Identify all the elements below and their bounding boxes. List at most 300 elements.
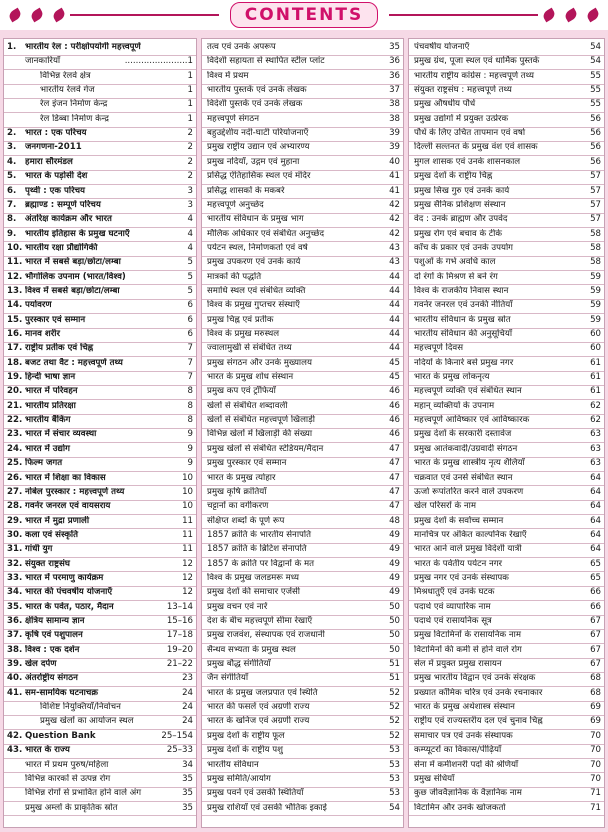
entry-title: प्रख्यात कॉमिक चरित्र एवं उनके रचनाकार <box>414 687 543 698</box>
entry-page: 49 <box>389 544 400 555</box>
contents-entry <box>412 530 601 541</box>
contents-entry <box>412 286 601 297</box>
entry-page: 53 <box>389 788 400 799</box>
entry-page: 57 <box>590 214 601 225</box>
entry-page: 24 <box>182 702 193 713</box>
contents-entry <box>412 731 601 742</box>
contents-entry <box>412 71 601 82</box>
entry-page: 64 <box>590 486 601 497</box>
entry-title: भारत के राज्य <box>25 745 70 756</box>
entry-title: पर्यटन स्थल, निर्माणकर्ता एवं वर्ष <box>207 242 308 253</box>
contents-entry <box>18 702 193 713</box>
entry-title: विदेशी पुस्तकें एवं उनके लेखक <box>207 99 303 110</box>
entry-page: 68 <box>590 673 601 684</box>
entry-page: 7 <box>187 343 193 354</box>
entry-title: बजट तथा वैट : महत्त्वपूर्ण तथ्य <box>25 357 123 368</box>
entry-title: विभिन्न रेलवे क्षेत्र <box>40 70 91 81</box>
contents-entry <box>18 716 193 727</box>
contents-entry <box>205 386 400 397</box>
entry-number: 2. <box>7 128 17 139</box>
entry-title: गवर्नर जनरल एवं वायसराय <box>25 501 111 512</box>
contents-entry <box>7 429 193 440</box>
contents-entry <box>412 429 601 440</box>
entry-page: 42 <box>389 199 400 210</box>
entry-page: 37 <box>389 85 400 96</box>
contents-entry <box>205 501 400 512</box>
contents-entry <box>412 659 601 670</box>
contents-entry <box>412 114 601 125</box>
entry-page: 12 <box>182 558 193 569</box>
entry-title: भारत आने वाले प्रमुख विदेशी यात्री <box>414 544 522 555</box>
entry-page: 53 <box>389 759 400 770</box>
entry-title: विश्व के प्रमुख गुप्तचर संस्थाएँ <box>207 300 300 311</box>
entry-number: 34. <box>7 587 23 598</box>
contents-entry <box>412 473 601 484</box>
entry-title: मुगल शासक एवं उनके शासनकाल <box>414 156 521 167</box>
entry-page: 47 <box>389 486 400 497</box>
entry-page: 67 <box>590 630 601 641</box>
entry-page: 3 <box>187 185 193 196</box>
contents-entry <box>205 587 400 598</box>
entry-page: 23 <box>182 673 193 684</box>
entry-page: 64 <box>590 472 601 483</box>
contents-entry <box>412 142 601 153</box>
contents-entry <box>412 702 601 713</box>
entry-page: 62 <box>590 400 601 411</box>
entry-title: अंतर्राष्ट्रीय संगठन <box>25 673 78 684</box>
contents-entry <box>205 128 400 139</box>
entry-title: भारत के खनिज एवं अग्रणी राज्य <box>207 716 310 727</box>
entry-title: काँच के प्रकार एवं उनके उपयोग <box>414 242 514 253</box>
entry-page: 39 <box>389 128 400 139</box>
contents-entry <box>7 157 193 168</box>
entry-page: 70 <box>590 773 601 784</box>
entry-page: 60 <box>590 343 601 354</box>
entry-page: 44 <box>389 285 400 296</box>
contents-entry <box>205 760 400 771</box>
entry-number: 33. <box>7 572 23 583</box>
entry-title: भारत के प्रमुख लोकनृत्य <box>414 372 490 383</box>
entry-page: 7 <box>187 372 193 383</box>
contents-entry <box>7 329 193 340</box>
entry-page: 5 <box>187 271 193 282</box>
entry-page: 8 <box>187 400 193 411</box>
entry-number: 32. <box>7 558 23 569</box>
entry-page: 65 <box>590 558 601 569</box>
entry-number: 15. <box>7 314 23 325</box>
entry-number: 14. <box>7 300 23 311</box>
entry-page: 55 <box>590 85 601 96</box>
entry-page: 2 <box>187 128 193 139</box>
entry-number: 11. <box>7 257 23 268</box>
entry-page: 1 <box>187 99 193 110</box>
entry-title: कृषि एवं पशुपालन <box>25 630 83 641</box>
entry-number: 21. <box>7 400 23 411</box>
contents-entry <box>412 171 601 182</box>
entry-page: 6 <box>187 329 193 339</box>
entry-number: 24. <box>7 443 23 454</box>
entry-title: विभिन्न खेलों में खिलाड़ी की संख्या <box>207 429 313 440</box>
entry-title: प्रमुख नदियाँ, उद्गम एवं मुहाना <box>207 156 300 167</box>
entry-title: पशुओं के गर्भ अवधि काल <box>414 257 496 268</box>
entry-page: 46 <box>389 415 400 426</box>
entry-title: समाधि स्थल एवं संबंधित व्यक्ति <box>207 285 306 296</box>
entry-page: 2 <box>187 171 193 182</box>
entry-page: 17–18 <box>166 630 193 641</box>
entry-title: भारतीय बैंकिंग <box>25 415 71 426</box>
entry-title: प्रमुख कृषि क्रांतियाँ <box>207 486 267 497</box>
entry-title: मात्रकों की पद्धति <box>207 271 262 282</box>
contents-entry <box>205 616 400 627</box>
entry-number: 12. <box>7 271 23 282</box>
entry-title: प्रमुख समिति/आयोग <box>207 773 271 784</box>
entry-title: प्रमुख भारतीय विद्वान एवं उनके संरक्षक <box>414 673 536 684</box>
contents-entry <box>18 114 193 125</box>
contents-entry <box>412 300 601 311</box>
contents-entry <box>205 731 400 742</box>
entry-title: अंतरिक्ष कार्यक्रम और भारत <box>25 214 112 225</box>
entry-title: चट्टानों का वर्गीकरण <box>207 501 269 512</box>
entry-title: खेल परिसरों के नाम <box>414 501 476 512</box>
entry-number <box>7 803 25 814</box>
entry-title: प्रमुख पुरस्कार एवं सम्मान <box>207 458 287 469</box>
entry-title: प्रमुख नगर एवं उनके संस्थापक <box>414 572 509 583</box>
entry-page: 12 <box>182 572 193 583</box>
entry-title: तत्व एवं उनके अपरूप <box>207 42 276 52</box>
contents-entry <box>7 645 193 656</box>
contents-entry <box>7 243 193 254</box>
entry-number: 9. <box>7 228 17 239</box>
entry-page: 10 <box>182 486 193 497</box>
entry-page: 71 <box>590 802 601 813</box>
entry-title: प्रमुख देशों के राष्ट्रीय फूल <box>207 730 285 741</box>
entry-title: ज्वालामुखी से संबंधित तथ्य <box>207 343 292 354</box>
contents-entry <box>412 630 601 641</box>
entry-title: प्रमुख खेलों से संबंधित स्टेडियम/मैदान <box>207 443 324 454</box>
entry-number: 4. <box>7 156 17 167</box>
contents-entry <box>412 673 601 684</box>
contents-entry <box>412 358 601 369</box>
entry-number <box>18 85 36 96</box>
entry-number: 42. <box>7 730 23 741</box>
entry-title: विटामिनों की कमी से होने वाले रोग <box>414 644 522 655</box>
contents-entry <box>412 343 601 354</box>
entry-page: 68 <box>590 687 601 698</box>
entry-page: 43 <box>389 242 400 253</box>
entry-number: 43. <box>7 745 23 756</box>
contents-entry <box>412 501 601 512</box>
entry-title: 1857 क्रांति के भारतीय सेनापति <box>207 529 312 540</box>
contents-entry <box>205 516 400 527</box>
entry-page: 24 <box>182 687 193 698</box>
contents-entry <box>7 516 193 527</box>
entry-page: 67 <box>590 644 601 655</box>
entry-page: .......................1 <box>124 56 193 67</box>
entry-page: 56 <box>590 142 601 153</box>
entry-page: 1 <box>187 70 193 81</box>
entry-title: प्रमुख राशियाँ एवं उसकी भौतिक इकाई <box>207 802 327 813</box>
entry-page: 3 <box>187 199 193 210</box>
entry-page: 5 <box>187 285 193 296</box>
entry-title: मानव शरीर <box>25 329 61 339</box>
entry-page: 5 <box>187 257 193 268</box>
entry-page: 40 <box>389 156 400 167</box>
contents-entry <box>7 659 193 670</box>
entry-title: भारतीय संविधान के प्रमुख स्रोत <box>414 314 511 325</box>
entry-page: 6 <box>187 314 193 325</box>
contents-entry <box>7 343 193 354</box>
contents-entry <box>18 85 193 96</box>
entry-page: 2 <box>187 156 193 167</box>
entry-page: 63 <box>590 429 601 440</box>
entry-title: हमारा सौरमंडल <box>25 156 73 167</box>
entry-title: प्रमुख रोग एवं बचाव के टीके <box>414 228 502 239</box>
entry-title: प्रमुख औषधीय पौधें <box>414 99 476 110</box>
entry-title: भारत में परिवहन <box>25 386 78 397</box>
contents-entry <box>205 157 400 168</box>
entry-page: 15–16 <box>166 616 193 626</box>
contents-entry <box>205 343 400 354</box>
contents-entry <box>7 616 193 627</box>
entry-title: ऊर्जा रूपांतरित करने वाले उपकरण <box>414 486 524 497</box>
entry-page: 53 <box>389 773 400 784</box>
entry-title: भारत के पड़ोसी देश <box>25 171 88 182</box>
right-ornament <box>389 7 604 23</box>
entry-title: भारत में संचार व्यवस्था <box>25 429 97 440</box>
row-divider <box>409 815 604 816</box>
entry-page: 54 <box>590 56 601 67</box>
entry-page: 52 <box>389 716 400 727</box>
entry-page: 47 <box>389 472 400 483</box>
contents-entry <box>412 157 601 168</box>
entry-title: प्रमुख वचन एवं नारें <box>207 601 268 612</box>
contents-entry <box>7 128 193 139</box>
entry-title: हिन्दी भाषा ज्ञान <box>25 372 76 383</box>
entry-title: भारतीय पुस्तकें एवं उनके लेखक <box>207 85 307 96</box>
entry-page: 19–20 <box>166 644 193 655</box>
entry-page: 25–154 <box>161 730 193 741</box>
entry-page: 64 <box>590 501 601 512</box>
entry-title: भारत में परमाणु कार्यक्रम <box>25 572 104 583</box>
entry-page: 4 <box>187 214 193 225</box>
contents-entry <box>18 71 193 82</box>
contents-entry <box>7 200 193 211</box>
contents-entry <box>205 42 400 53</box>
entry-page: 24 <box>182 716 193 727</box>
entry-number: 3. <box>7 142 17 153</box>
entry-page: 44 <box>389 271 400 282</box>
entry-title: पुरस्कार एवं सम्मान <box>25 314 86 325</box>
contents-entry <box>7 142 193 153</box>
entry-page: 53 <box>389 745 400 756</box>
entry-title: भारत में प्रथम पुरुष/महिला <box>25 759 109 770</box>
entry-page: 13–14 <box>166 601 193 612</box>
entry-page: 58 <box>590 257 601 268</box>
entry-title: गांधी युग <box>25 544 53 555</box>
entry-page: 39 <box>389 142 400 153</box>
entry-page: 42 <box>389 228 400 239</box>
entry-page: 59 <box>590 314 601 325</box>
entry-page: 65 <box>590 572 601 583</box>
entry-page: 36 <box>389 56 400 67</box>
contents-entry <box>7 458 193 469</box>
entry-title: ब्रह्माण्ड : सम्पूर्ण परिचय <box>25 199 101 210</box>
contents-entry <box>412 602 601 613</box>
entry-title: प्रमुख कप एवं ट्रॉफियाँ <box>207 386 276 397</box>
entry-page: 57 <box>590 199 601 210</box>
contents-entry <box>7 229 193 240</box>
entry-number: 38. <box>7 644 23 655</box>
entry-page: 51 <box>389 659 400 670</box>
contents-entry <box>7 171 193 182</box>
contents-entry <box>7 745 193 756</box>
contents-entry <box>412 214 601 225</box>
entry-title: राष्ट्रीय एवं राज्यस्तरीय दल एवं चुनाव चिह्न <box>414 716 543 727</box>
entry-page: 58 <box>590 228 601 239</box>
contents-entry <box>205 444 400 455</box>
entry-page: 54 <box>590 42 601 52</box>
contents-entry <box>205 774 400 785</box>
entry-page: 56 <box>590 128 601 139</box>
entry-page: 49 <box>389 587 400 598</box>
entry-title: मानचित्र पर अंकित काल्पनिक रेखाएँ <box>414 529 527 540</box>
contents-entry <box>7 501 193 512</box>
left-ornament <box>4 7 219 23</box>
contents-entry <box>412 516 601 527</box>
entry-page: 69 <box>590 716 601 727</box>
entry-number: 26. <box>7 472 23 483</box>
contents-entry <box>7 544 193 555</box>
entry-page: 52 <box>389 730 400 741</box>
entry-title: प्रमुख आतंकवादी/उग्रवादी संगठन <box>414 443 518 454</box>
contents-entry <box>18 99 193 110</box>
contents-entry <box>205 702 400 713</box>
contents-entry <box>412 645 601 656</box>
entry-page: 9 <box>187 443 193 454</box>
contents-entry <box>7 760 193 771</box>
entry-page: 11 <box>182 515 193 526</box>
entry-title: प्रमुख विटामिनों के रासायनिक नाम <box>414 630 521 641</box>
contents-entry <box>7 42 193 53</box>
entry-number: 6. <box>7 185 17 196</box>
entry-title: प्रमुख सैनिक प्रशिक्षण संस्थान <box>414 199 506 210</box>
entry-page: 59 <box>590 285 601 296</box>
contents-entry <box>7 774 193 785</box>
contents-entry <box>412 616 601 627</box>
entry-title: 1857 के क्रांति पर विद्वानों के मत <box>207 558 315 569</box>
contents-entry <box>205 716 400 727</box>
entry-title: प्रमुख देशों की समाचार एजेंसी <box>207 587 300 598</box>
entry-page: 11 <box>182 529 193 540</box>
entry-page: 12 <box>182 587 193 598</box>
contents-entry <box>7 286 193 297</box>
entry-title: खेलों से संबंधित शब्दावली <box>207 400 288 411</box>
entry-title: भारत के प्रमुख शोध संस्थान <box>207 372 294 383</box>
contents-entry <box>412 99 601 110</box>
entry-page: 66 <box>590 587 601 598</box>
entry-page: 44 <box>389 329 400 339</box>
entry-title: विश्व : एक दर्शन <box>25 644 80 655</box>
entry-title: भारत के प्रमुख अर्थशास्त्र संस्थान <box>414 702 515 713</box>
entry-title: महान् व्यक्तियों के उपनाम <box>414 400 495 411</box>
entry-title: क्षेत्रिय सामान्य ज्ञान <box>25 616 85 626</box>
entry-page: 55 <box>590 99 601 110</box>
entry-title: चक्रवात एवं उनसे संबंधित स्थान <box>414 472 513 483</box>
contents-entry <box>412 745 601 756</box>
entry-title: भौगोलिक उपनाम (भारत/विश्व) <box>25 271 126 282</box>
contents-entry <box>7 214 193 225</box>
entry-number: 29. <box>7 515 23 526</box>
entry-title: विशिष्ट नियुक्तियाँ/निर्वाचन <box>40 702 121 713</box>
entry-number: 23. <box>7 429 23 440</box>
entry-title: पृथ्वी : एक परिचय <box>25 185 86 196</box>
entry-title: समाचार पत्र एवं उनके संस्थापक <box>414 730 513 741</box>
entry-title: भारतीय रक्षा प्रौद्योगिकी <box>25 242 98 253</box>
entry-page: 35 <box>389 42 400 52</box>
entry-page: 50 <box>389 644 400 655</box>
entry-title: महत्त्वपूर्ण अनुच्छेद <box>207 199 264 210</box>
contents-entry <box>205 200 400 211</box>
entry-number: 17. <box>7 343 23 354</box>
entry-page <box>191 42 193 53</box>
entry-title: गवर्नर जनरल एवं उनकी नीतियाँ <box>414 300 513 311</box>
entry-page: 41 <box>389 185 400 196</box>
contents-entry <box>412 229 601 240</box>
contents-entry <box>412 329 601 340</box>
contents-entry <box>412 200 601 211</box>
entry-page: 9 <box>187 458 193 469</box>
entry-page: 9 <box>187 429 193 440</box>
contents-entry <box>205 688 400 699</box>
contents-entry <box>205 803 400 814</box>
entry-page: 8 <box>187 415 193 426</box>
entry-page: 61 <box>590 357 601 368</box>
entry-title: संयुक्त राष्ट्रसंघ : महत्त्वपूर्ण तथ्य <box>414 85 512 96</box>
contents-entry <box>7 372 193 383</box>
contents-entry <box>7 673 193 684</box>
contents-entry <box>7 487 193 498</box>
entry-title: संक्षिप्त शब्दों के पूर्ण रूप <box>207 515 285 526</box>
entry-title: मौलिक अधिकार एवं संबंधित अनुच्छेद <box>207 228 325 239</box>
contents-entry <box>7 602 193 613</box>
entry-number <box>18 71 36 82</box>
entry-title: विभिन्न रोगों से प्रभावित होने वाले अंग <box>25 788 142 799</box>
contents-entry <box>7 415 193 426</box>
entry-number: 39. <box>7 659 23 670</box>
entry-title: प्रमुख राजवंश, संस्थापक एवं राजधानी <box>207 630 325 641</box>
entry-title: विटामिन और उनके खोजकर्ता <box>414 802 506 813</box>
entry-title: प्रमुख बौद्ध संगीतियाँ <box>207 659 271 670</box>
entry-title: विश्व के प्रमुख मरुस्थल <box>207 329 280 339</box>
entry-title: विश्व में सबसे बड़ा/छोटा/लम्बा <box>25 285 120 296</box>
entry-title: प्रमुख सिख गुरु एवं उनके कार्य <box>414 185 510 196</box>
entry-page: 44 <box>389 343 400 354</box>
row-divider <box>202 815 403 816</box>
entry-page: 49 <box>389 558 400 569</box>
entry-title: कम्प्यूटरों का विकास/पीढ़ियाँ <box>414 745 502 756</box>
entry-title: प्रमुख चिह्न एवं प्रतीक <box>207 314 274 325</box>
contents-entry <box>412 716 601 727</box>
entry-title: सेना में कमीशनरी पदों की श्रेणियाँ <box>414 759 519 770</box>
entry-number <box>18 114 36 125</box>
contents-entry <box>412 487 601 498</box>
entry-page: 21–22 <box>166 659 193 670</box>
contents-entry <box>205 114 400 125</box>
entry-number: 20. <box>7 386 23 397</box>
contents-entry <box>412 444 601 455</box>
entry-page: 48 <box>389 515 400 526</box>
entry-title: कला एवं संस्कृति <box>25 529 79 540</box>
